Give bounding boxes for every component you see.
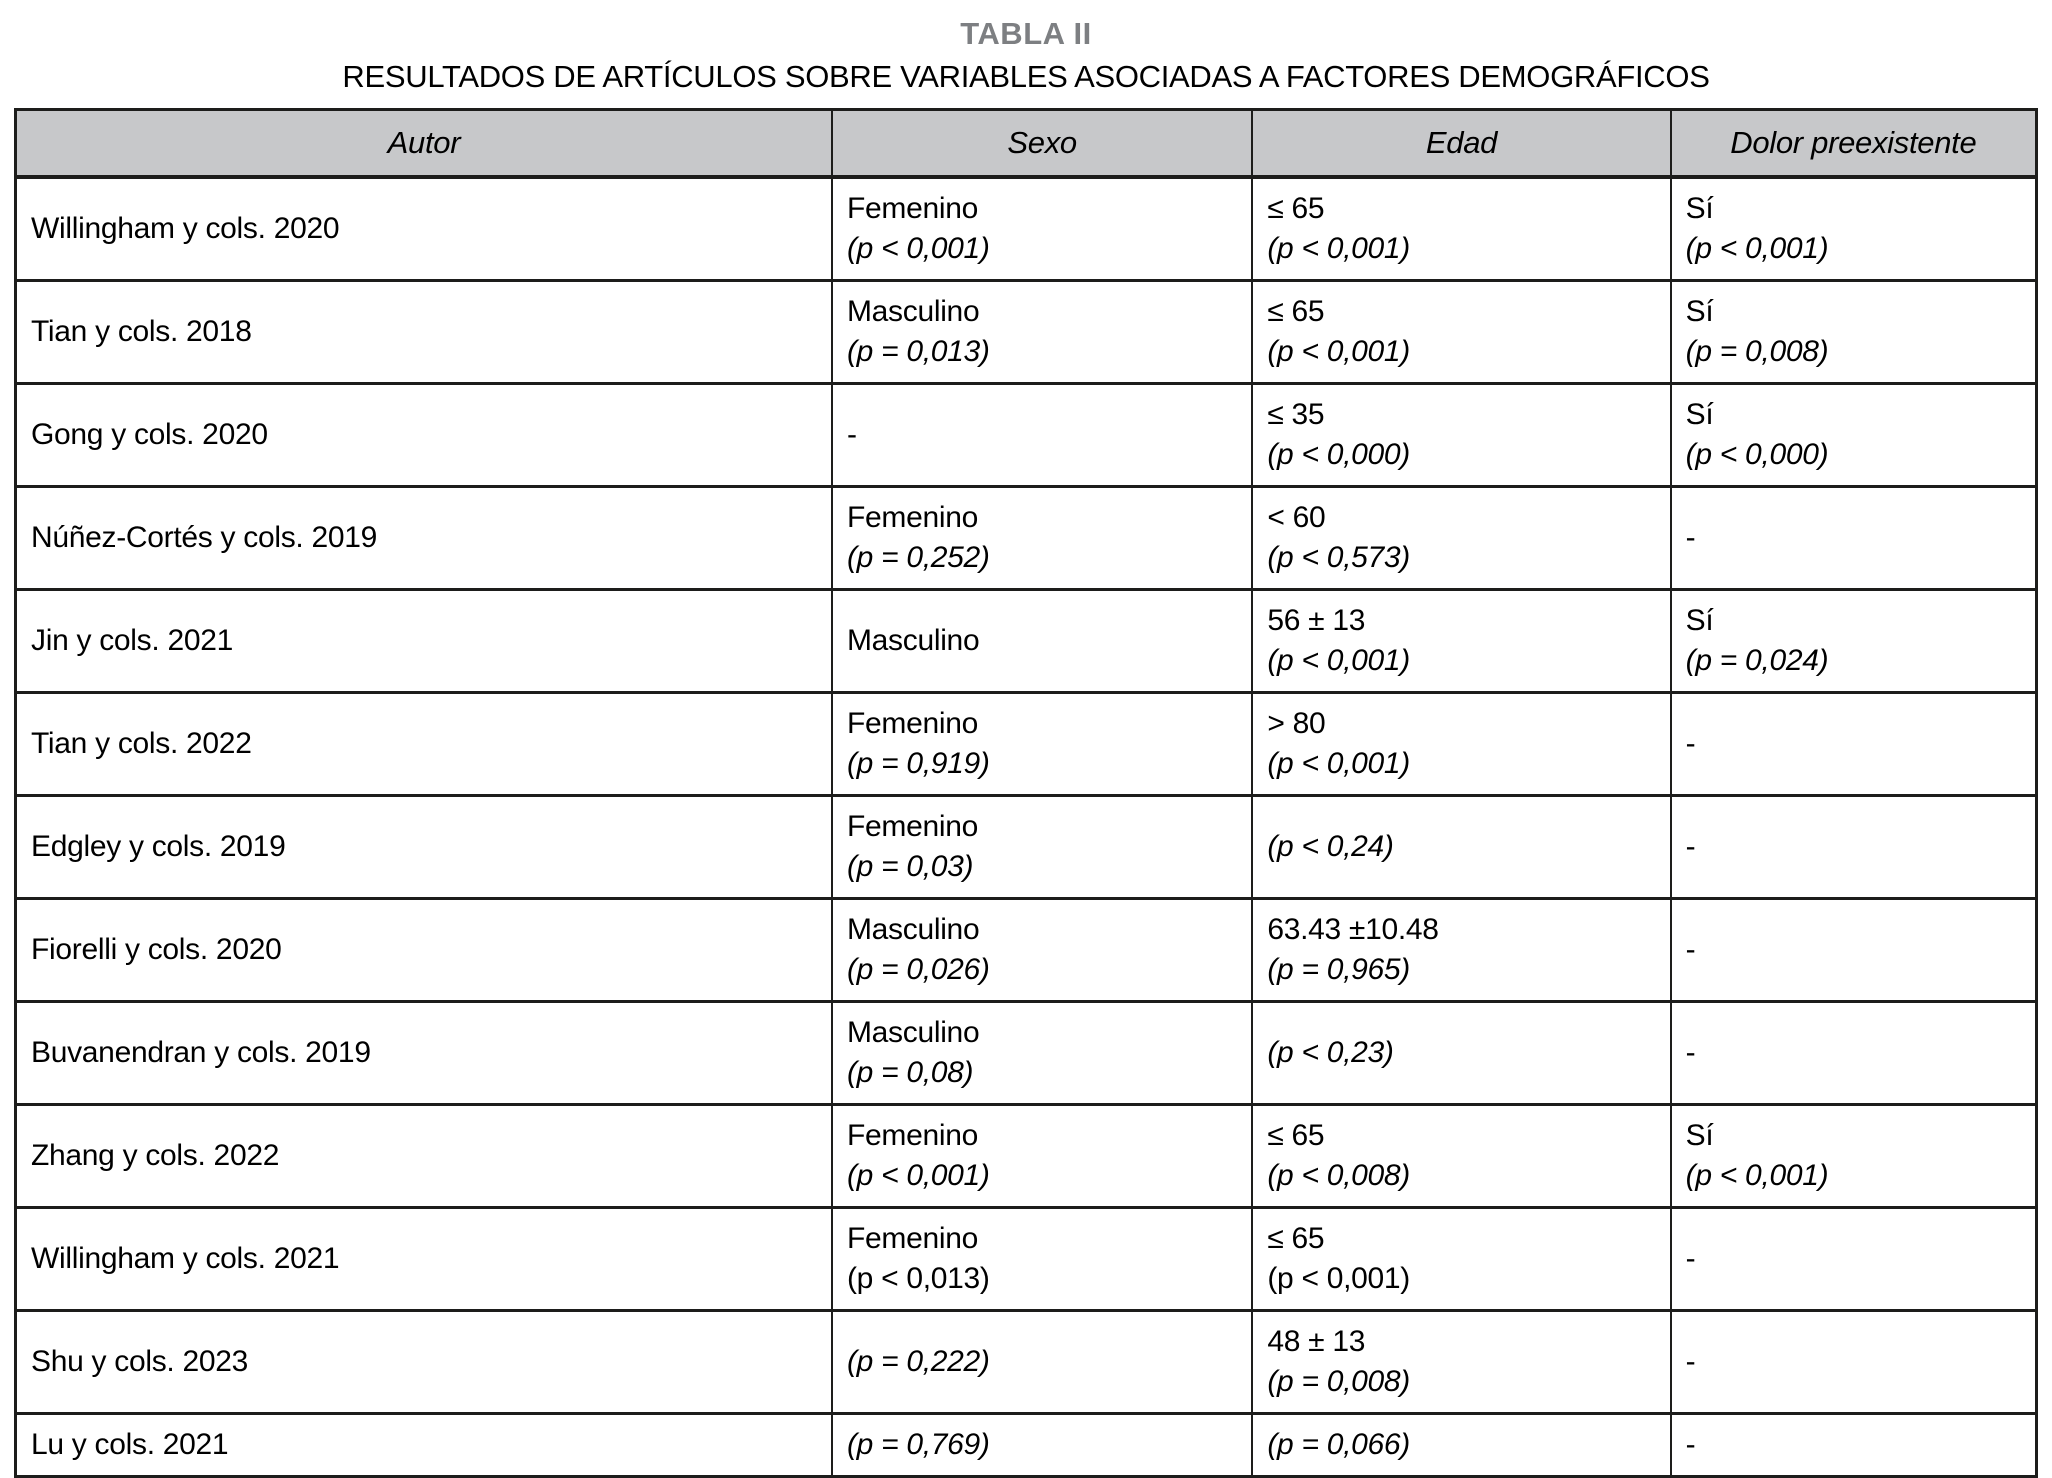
autor-cell: [16, 1208, 832, 1311]
sexo-cell: [832, 384, 1252, 487]
autor-text: Tian y cols. 2022: [31, 727, 252, 760]
autor-cell: [16, 487, 832, 590]
autor-text: Zhang y cols. 2022: [31, 1139, 280, 1172]
edad-p-value: (p < 0,001): [1267, 232, 1410, 265]
edad-p-value: (p = 0,965): [1267, 953, 1410, 986]
table-row: [16, 1208, 2037, 1311]
dolor-value: -: [1685, 933, 1696, 966]
edad-p-value: (p < 0,000): [1267, 438, 1410, 471]
edad-value: > 80: [1267, 707, 1326, 740]
autor-cell: [16, 1105, 832, 1208]
edad-value: 48 ± 13: [1267, 1325, 1366, 1358]
autor-text: Willingham y cols. 2021: [31, 1242, 340, 1275]
sexo-cell: [832, 899, 1252, 1002]
dolor-p-value: (p < 0,000): [1685, 438, 1829, 471]
edad-cell: [1252, 384, 1670, 487]
sexo-cell: [832, 796, 1252, 899]
table-row: [16, 1311, 2037, 1414]
sexo-value: Masculino: [846, 624, 980, 657]
dolor-cell: [1671, 177, 2037, 281]
dolor-value: Sí: [1685, 398, 1714, 431]
table-row: [16, 899, 2037, 1002]
sexo-value: -: [846, 418, 857, 451]
autor-text: Lu y cols. 2021: [31, 1428, 229, 1461]
dolor-value: -: [1685, 1345, 1696, 1378]
dolor-cell: [1671, 1002, 2037, 1105]
results-table: [14, 108, 2038, 1478]
edad-p-value: (p = 0,008): [1267, 1365, 1410, 1398]
dolor-value: -: [1685, 830, 1696, 863]
sexo-p-value: (p = 0,769): [846, 1428, 990, 1461]
dolor-p-value: (p = 0,024): [1685, 644, 1829, 677]
table-row: [16, 590, 2037, 693]
autor-text: Núñez-Cortés y cols. 2019: [31, 521, 377, 554]
edad-p-value: (p < 0,008): [1267, 1159, 1410, 1192]
edad-p-value: (p < 0,573): [1267, 541, 1410, 574]
autor-cell: [16, 899, 832, 1002]
edad-p-value: (p = 0,066): [1267, 1428, 1410, 1461]
edad-cell: [1252, 1002, 1670, 1105]
dolor-p-value: (p = 0,008): [1685, 335, 1829, 368]
sexo-p-value: (p = 0,013): [846, 335, 990, 368]
sexo-cell: [832, 590, 1252, 693]
autor-cell: [16, 177, 832, 281]
edad-value: ≤ 65: [1267, 295, 1325, 328]
sexo-p-value: (p = 0,919): [846, 747, 990, 780]
edad-value: < 60: [1267, 501, 1326, 534]
dolor-value: Sí: [1685, 295, 1714, 328]
dolor-value: Sí: [1685, 604, 1714, 637]
autor-cell: [16, 384, 832, 487]
autor-text: Willingham y cols. 2020: [31, 212, 340, 245]
sexo-p-value: (p < 0,001): [846, 1159, 990, 1192]
edad-value: 63.43 ±10.48: [1267, 913, 1439, 946]
sexo-value: Masculino: [846, 295, 980, 328]
edad-p-value: (p < 0,001): [1267, 1262, 1410, 1295]
autor-text: Shu y cols. 2023: [31, 1345, 249, 1378]
dolor-value: -: [1685, 1428, 1696, 1461]
edad-cell: [1252, 590, 1670, 693]
edad-cell: [1252, 177, 1670, 281]
dolor-value: -: [1685, 1242, 1696, 1275]
dolor-cell: [1671, 693, 2037, 796]
autor-cell: [16, 281, 832, 384]
sexo-value: Masculino: [846, 913, 980, 946]
autor-text: Buvanendran y cols. 2019: [31, 1036, 371, 1069]
sexo-value: Masculino: [846, 1016, 980, 1049]
dolor-value: Sí: [1685, 1119, 1714, 1152]
table-header-row: [16, 110, 2037, 178]
dolor-value: -: [1685, 521, 1696, 554]
dolor-cell: [1671, 1414, 2037, 1477]
dolor-cell: [1671, 384, 2037, 487]
column-header-sexo: Sexo: [832, 110, 1252, 178]
dolor-value: Sí: [1685, 192, 1714, 225]
edad-cell: [1252, 899, 1670, 1002]
edad-p-value: (p < 0,001): [1267, 747, 1410, 780]
sexo-cell: [832, 1208, 1252, 1311]
dolor-cell: [1671, 281, 2037, 384]
edad-value: ≤ 65: [1267, 1222, 1325, 1255]
sexo-cell: [832, 693, 1252, 796]
sexo-cell: [832, 487, 1252, 590]
dolor-cell: [1671, 590, 2037, 693]
table-row: [16, 177, 2037, 281]
table-body: [16, 177, 2037, 1477]
autor-cell: [16, 590, 832, 693]
sexo-cell: [832, 281, 1252, 384]
table-row: [16, 487, 2037, 590]
autor-text: Fiorelli y cols. 2020: [31, 933, 282, 966]
edad-cell: [1252, 1414, 1670, 1477]
table-title: TABLA II: [960, 16, 1092, 51]
sexo-cell: [832, 1414, 1252, 1477]
table-subtitle: RESULTADOS DE ARTÍCULOS SOBRE VARIABLES ASOCIADAS A FACTORES DEMOGRÁFICOS: [342, 59, 1710, 94]
edad-value: 56 ± 13: [1267, 604, 1366, 637]
edad-value: ≤ 65: [1267, 192, 1325, 225]
edad-p-value: (p < 0,001): [1267, 644, 1410, 677]
edad-cell: [1252, 1311, 1670, 1414]
dolor-cell: [1671, 1105, 2037, 1208]
autor-cell: [16, 1311, 832, 1414]
sexo-value: Femenino: [846, 1222, 978, 1255]
dolor-cell: [1671, 899, 2037, 1002]
edad-value: ≤ 35: [1267, 398, 1325, 431]
sexo-p-value: (p = 0,08): [846, 1056, 974, 1089]
table-row: [16, 281, 2037, 384]
sexo-p-value: (p < 0,001): [846, 232, 990, 265]
dolor-cell: [1671, 1208, 2037, 1311]
sexo-cell: [832, 1105, 1252, 1208]
sexo-value: Femenino: [846, 1119, 978, 1152]
sexo-p-value: (p = 0,03): [846, 850, 974, 883]
dolor-cell: [1671, 487, 2037, 590]
sexo-value: Femenino: [846, 192, 978, 225]
sexo-p-value: (p = 0,026): [846, 953, 990, 986]
sexo-p-value: (p = 0,222): [846, 1345, 990, 1378]
table-row: [16, 1414, 2037, 1477]
dolor-p-value: (p < 0,001): [1685, 232, 1829, 265]
edad-cell: [1252, 281, 1670, 384]
dolor-value: -: [1685, 727, 1696, 760]
table-row: [16, 693, 2037, 796]
autor-cell: [16, 693, 832, 796]
autor-cell: [16, 796, 832, 899]
dolor-cell: [1671, 1311, 2037, 1414]
table-row: [16, 796, 2037, 899]
table-row: [16, 384, 2037, 487]
dolor-cell: [1671, 796, 2037, 899]
edad-cell: [1252, 796, 1670, 899]
sexo-cell: [832, 177, 1252, 281]
table-row: [16, 1105, 2037, 1208]
table-row: [16, 1002, 2037, 1105]
column-header-edad: Edad: [1252, 110, 1670, 178]
sexo-value: Femenino: [846, 501, 978, 534]
column-header-dolor-preexistente: Dolor preexistente: [1671, 110, 2037, 178]
sexo-p-value: (p < 0,013): [846, 1262, 990, 1295]
autor-text: Edgley y cols. 2019: [31, 830, 286, 863]
edad-cell: [1252, 1208, 1670, 1311]
edad-cell: [1252, 487, 1670, 590]
autor-cell: [16, 1002, 832, 1105]
edad-p-value: (p < 0,24): [1267, 830, 1394, 863]
sexo-value: Femenino: [846, 810, 978, 843]
edad-value: ≤ 65: [1267, 1119, 1325, 1152]
edad-cell: [1252, 693, 1670, 796]
dolor-value: -: [1685, 1036, 1696, 1069]
edad-p-value: (p < 0,001): [1267, 335, 1410, 368]
autor-text: Gong y cols. 2020: [31, 418, 268, 451]
dolor-p-value: (p < 0,001): [1685, 1159, 1829, 1192]
sexo-value: Femenino: [846, 707, 978, 740]
autor-cell: [16, 1414, 832, 1477]
edad-cell: [1252, 1105, 1670, 1208]
autor-text: Tian y cols. 2018: [31, 315, 252, 348]
autor-text: Jin y cols. 2021: [31, 624, 233, 657]
sexo-cell: [832, 1002, 1252, 1105]
sexo-cell: [832, 1311, 1252, 1414]
edad-p-value: (p < 0,23): [1267, 1036, 1394, 1069]
sexo-p-value: (p = 0,252): [846, 541, 990, 574]
column-header-autor: Autor: [16, 110, 832, 178]
